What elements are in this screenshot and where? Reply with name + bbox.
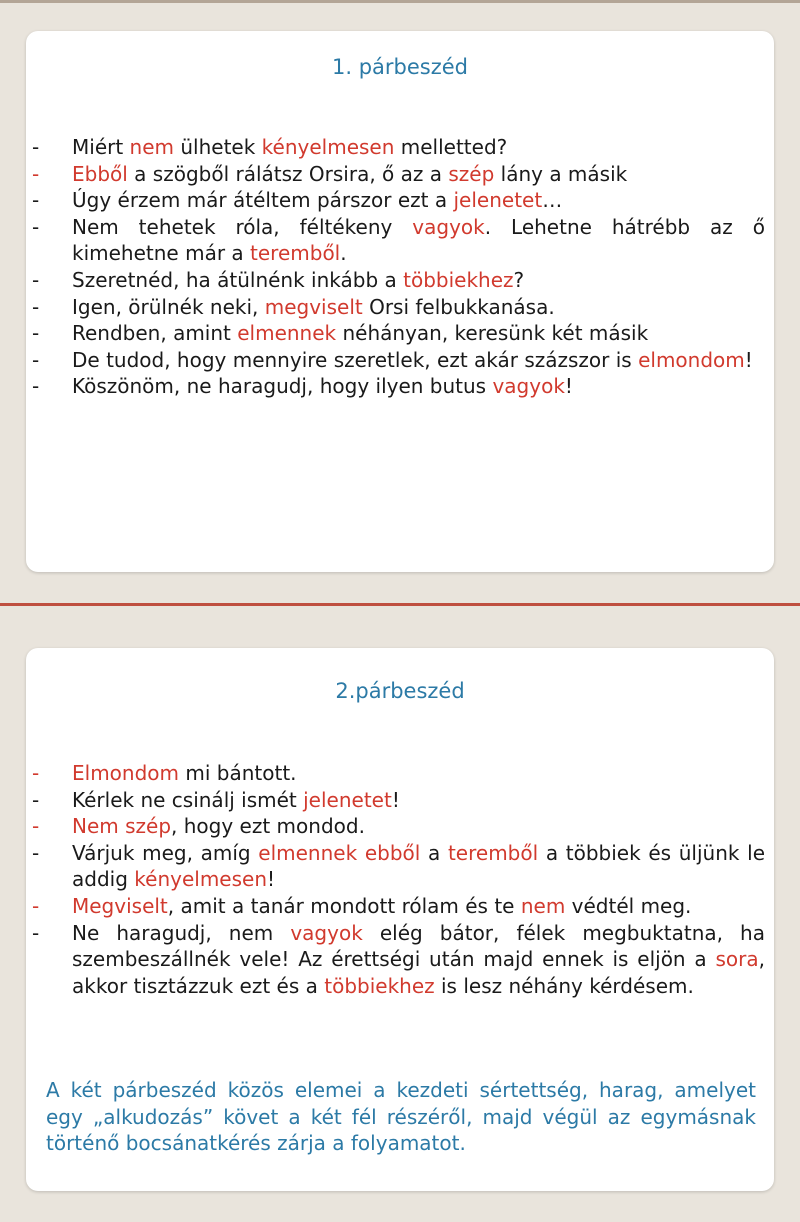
dialogue-card-2 bbox=[26, 648, 774, 1191]
dash-bullet: - bbox=[32, 840, 40, 865]
line-text: Úgy érzem már átéltem párszor ezt a bbox=[72, 188, 454, 213]
line-text: , akkor tisztázzuk ezt és a bbox=[72, 947, 765, 998]
line-text: lány a másik bbox=[494, 161, 628, 186]
dialogue-line bbox=[26, 320, 774, 347]
highlighted-word: Megviselt bbox=[72, 893, 168, 918]
dialogue-line bbox=[26, 187, 774, 214]
line-text: Köszönöm, ne haragudj, hogy ilyen butus bbox=[72, 374, 493, 399]
line-text: De tudod, hogy mennyire szeretlek, ezt akár százszor is bbox=[72, 347, 639, 372]
line-text: Miért bbox=[72, 135, 130, 159]
dash-bullet: - bbox=[32, 347, 40, 372]
highlighted-word: teremből bbox=[447, 840, 539, 865]
line-text: ! bbox=[564, 374, 573, 399]
line-text: ülhetek bbox=[174, 135, 262, 159]
highlighted-word: jelenetet bbox=[453, 188, 543, 213]
dialogue-line bbox=[26, 893, 774, 920]
card-title: 1. párbeszéd bbox=[331, 55, 468, 79]
highlighted-word: Elmondom bbox=[72, 761, 180, 785]
section-divider bbox=[0, 603, 800, 606]
dialogue-line bbox=[26, 373, 774, 400]
dash-bullet: - bbox=[32, 214, 40, 239]
dash-bullet: - bbox=[32, 787, 40, 812]
dash-bullet: - bbox=[32, 814, 40, 839]
line-text: Nem tehetek róla, féltékeny bbox=[72, 214, 413, 239]
highlighted-word: sora bbox=[715, 947, 759, 972]
highlighted-word: többiekhez bbox=[324, 973, 435, 998]
highlighted-word: teremből bbox=[250, 241, 341, 266]
line-text: . Lehetne hátrébb az ő kimehetne már a bbox=[72, 214, 765, 266]
highlighted-word: vagyok bbox=[492, 374, 565, 399]
dialogue-card-1 bbox=[26, 31, 774, 572]
dialogue-lines bbox=[26, 760, 774, 999]
dialogue-line bbox=[26, 294, 774, 321]
line-text: elég bátor, félek megbuktatna, ha szembeszállnék vele! Az érettségi után majd ennek is eljön a bbox=[72, 920, 765, 972]
dash-bullet: - bbox=[32, 761, 40, 785]
line-text: a szögből rálátsz Orsira, ő az a bbox=[127, 161, 449, 186]
dash-bullet: - bbox=[32, 188, 40, 213]
highlighted-word: kényelmesen bbox=[134, 867, 267, 892]
line-text: Várjuk meg, amíg bbox=[72, 840, 259, 865]
highlighted-word: elmennek bbox=[237, 321, 337, 346]
line-text: ! bbox=[744, 347, 753, 372]
line-text: Szeretnéd, ha átülnénk inkább a bbox=[72, 267, 404, 292]
line-text: … bbox=[542, 188, 563, 213]
dash-bullet: - bbox=[32, 294, 40, 319]
line-text: Orsi felbukkanása. bbox=[362, 294, 555, 319]
line-text: Rendben, amint bbox=[72, 321, 238, 346]
line-text: a bbox=[420, 840, 448, 865]
line-text: ! bbox=[267, 867, 276, 892]
line-text: Kérlek ne csinálj ismét bbox=[72, 787, 304, 812]
line-text: a többiek és üljünk le addig bbox=[72, 840, 766, 892]
dash-bullet: - bbox=[32, 920, 40, 945]
top-rule bbox=[0, 0, 800, 3]
line-text: Ne haragudj, nem bbox=[72, 920, 291, 945]
highlighted-word: megviselt bbox=[264, 294, 363, 319]
dialogue-line bbox=[26, 760, 774, 787]
highlighted-word: többiekhez bbox=[403, 267, 514, 292]
dialogue-line bbox=[26, 347, 774, 374]
line-text: melletted? bbox=[394, 135, 508, 159]
dialogue-line bbox=[26, 813, 774, 840]
dash-bullet: - bbox=[32, 135, 40, 159]
highlighted-word: elmennek ebből bbox=[258, 840, 421, 865]
highlighted-word: Nem szép bbox=[72, 814, 172, 839]
dialogue-line bbox=[26, 134, 774, 161]
line-text: , hogy ezt mondod. bbox=[171, 814, 365, 839]
dash-bullet: - bbox=[32, 374, 40, 399]
highlighted-word: nem bbox=[520, 893, 566, 918]
line-text: Igen, örülnék neki, bbox=[72, 294, 265, 319]
line-text: védtél meg. bbox=[565, 893, 692, 918]
highlighted-word: nem bbox=[129, 135, 175, 159]
highlighted-word: vagyok bbox=[290, 920, 363, 945]
summary-paragraph: A két párbeszéd közös elemei a kezdeti sértettség, harag, amelyet egy „alkudozás” követ a két fél részéről, majd végül az egymásnak történő bocsánatkérés zárja a folyamatot. bbox=[46, 1078, 756, 1156]
dialogue-line bbox=[26, 920, 774, 1000]
line-text: ? bbox=[513, 267, 525, 292]
line-text: , amit a tanár mondott rólam és te bbox=[167, 893, 521, 918]
highlighted-word: szép bbox=[448, 161, 495, 186]
line-text: is lesz néhány kérdésem. bbox=[434, 973, 694, 998]
dialogue-line bbox=[26, 161, 774, 188]
dash-bullet: - bbox=[32, 893, 40, 918]
line-text: ! bbox=[391, 787, 400, 812]
dash-bullet: - bbox=[32, 267, 40, 292]
dialogue-line bbox=[26, 840, 774, 893]
highlighted-word: jelenetet bbox=[303, 787, 392, 812]
line-text: mi bántott. bbox=[179, 761, 297, 785]
highlighted-word: kényelmesen bbox=[261, 135, 395, 159]
line-text: néhányan, keresünk két másik bbox=[336, 321, 649, 346]
dash-bullet: - bbox=[32, 161, 40, 186]
dialogue-line bbox=[26, 787, 774, 814]
dialogue-line bbox=[26, 214, 774, 267]
line-text: . bbox=[340, 241, 347, 266]
dialogue-lines bbox=[26, 134, 774, 400]
card-title: 2.párbeszéd bbox=[335, 679, 465, 703]
highlighted-word: vagyok bbox=[412, 214, 485, 239]
highlighted-word: Ebből bbox=[72, 161, 128, 186]
dash-bullet: - bbox=[32, 321, 40, 346]
dialogue-line bbox=[26, 267, 774, 294]
highlighted-word: elmondom bbox=[638, 347, 745, 372]
